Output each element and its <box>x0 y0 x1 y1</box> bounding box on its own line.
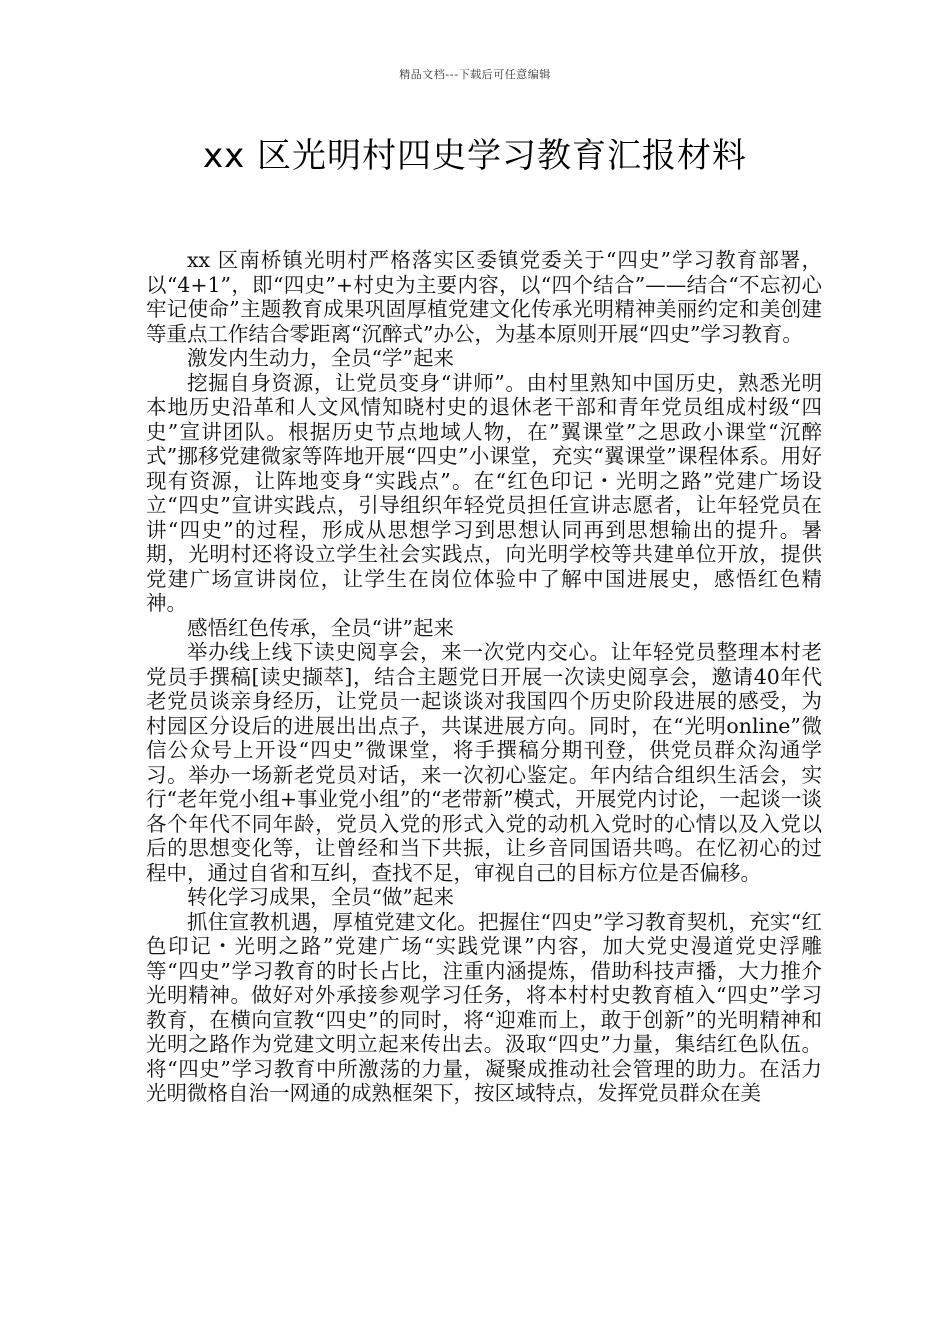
document-title: xx 区光明村四史学习教育汇报材料 <box>202 136 748 176</box>
section-heading-speak: 感悟红色传承，全员“讲”起来 <box>187 615 454 640</box>
header-note: 精品文档---下载后可任意编辑 <box>399 68 551 81</box>
section-heading-act: 转化学习成果，全员“做”起来 <box>187 885 454 909</box>
paragraph-act: 抓住宣教机遇，厚植党建文化。把握住“四史”学习教育契机，充实“红色印记・光明之路”党建广场“实践党课”内容，加大党史漫道党史浮雕等“四史”学习教育的时长占比，注重内涵提炼，借助科技声播，大力推介光明精神。做好对外承接参观学习任务，将本村村史教育植入“四史”学习教育，在横向宣教“四史”的同时，将“迎难而上，敢于创新”的光明精神和光明之路作为党建文明立起来传出去。汲取“四史”力量，集结红色队伍。将“四史”学习教育中所激荡的力量，凝聚成推动社会管理的助力。在活力光明微格自治一网通的成熟框架下，按区域特点，发挥党员群众在美 <box>146 909 822 1105</box>
document-body <box>146 248 822 1106</box>
paragraph-learn: 挖掘自身资源，让党员变身“讲师”。由村里熟知中国历史，熟悉光明本地历史沿革和人文风情知晓村史的退休老干部和青年党员组成村级“四史”宣讲团队。根据历史节点地域人物，在”翼课堂”之思政小课堂“沉醉式”挪移党建微家等阵地开展“四史”小课堂，充实“翼课堂”课程体系。用好现有资源，让阵地变身“实践点”。在“红色印记・光明之路”党建广场设立“四史”宣讲实践点，引导组织年轻党员担任宣讲志愿者，让年轻党员在讲“四史”的过程，形成从思想学习到思想认同再到思想输出的提升。暑期，光明村还将设立学生社会实践点，向光明学校等共建单位开放，提供党建广场宣讲岗位，让学生在岗位体验中了解中国进展史，感悟红色精神。 <box>146 370 822 615</box>
paragraph-intro: xx 区南桥镇光明村严格落实区委镇党委关于“四史”学习教育部署，以“4+1”，即“四史”+村史为主要内容，以“四个结合”——结合“不忘初心牢记使命”主题教育成果巩固厚植党建文化传承光明精神美丽约定和美创建等重点工作结合零距离“沉醉式”办公，为基本原则开展“四史”学习教育。 <box>146 248 822 346</box>
section-heading-learn: 激发内生动力，全员“学”起来 <box>187 346 454 370</box>
paragraph-speak: 举办线上线下读史阅享会，来一次党内交心。让年轻党员整理本村老党员手撰稿[读史撷萃]，结合主题党日开展一次读史阅享会，邀请40年代老党员谈亲身经历，让党员一起谈谈对我国四个历史阶段进展的感受，为村园区分设后的进展出出点子，共谋进展方向。同时，在“光明online”微信公众号上开设“四史”微课堂，将手撰稿分期刊登，供党员群众沟通学习。举办一场新老党员对话，来一次初心鉴定。年内结合组织生活会，实行“老年党小组+事业党小组”的“老带新”模式，开展党内讨论，一起谈一谈各个年代不同年龄，党员入党的形式入党的动机入党时的心情以及入党以后的思想变化等，让曾经和当下共振，让乡音同国语共鸣。在忆初心的过程中，通过自省和互纠，查找不足，审视自己的目标方位是否偏移。 <box>146 640 822 885</box>
